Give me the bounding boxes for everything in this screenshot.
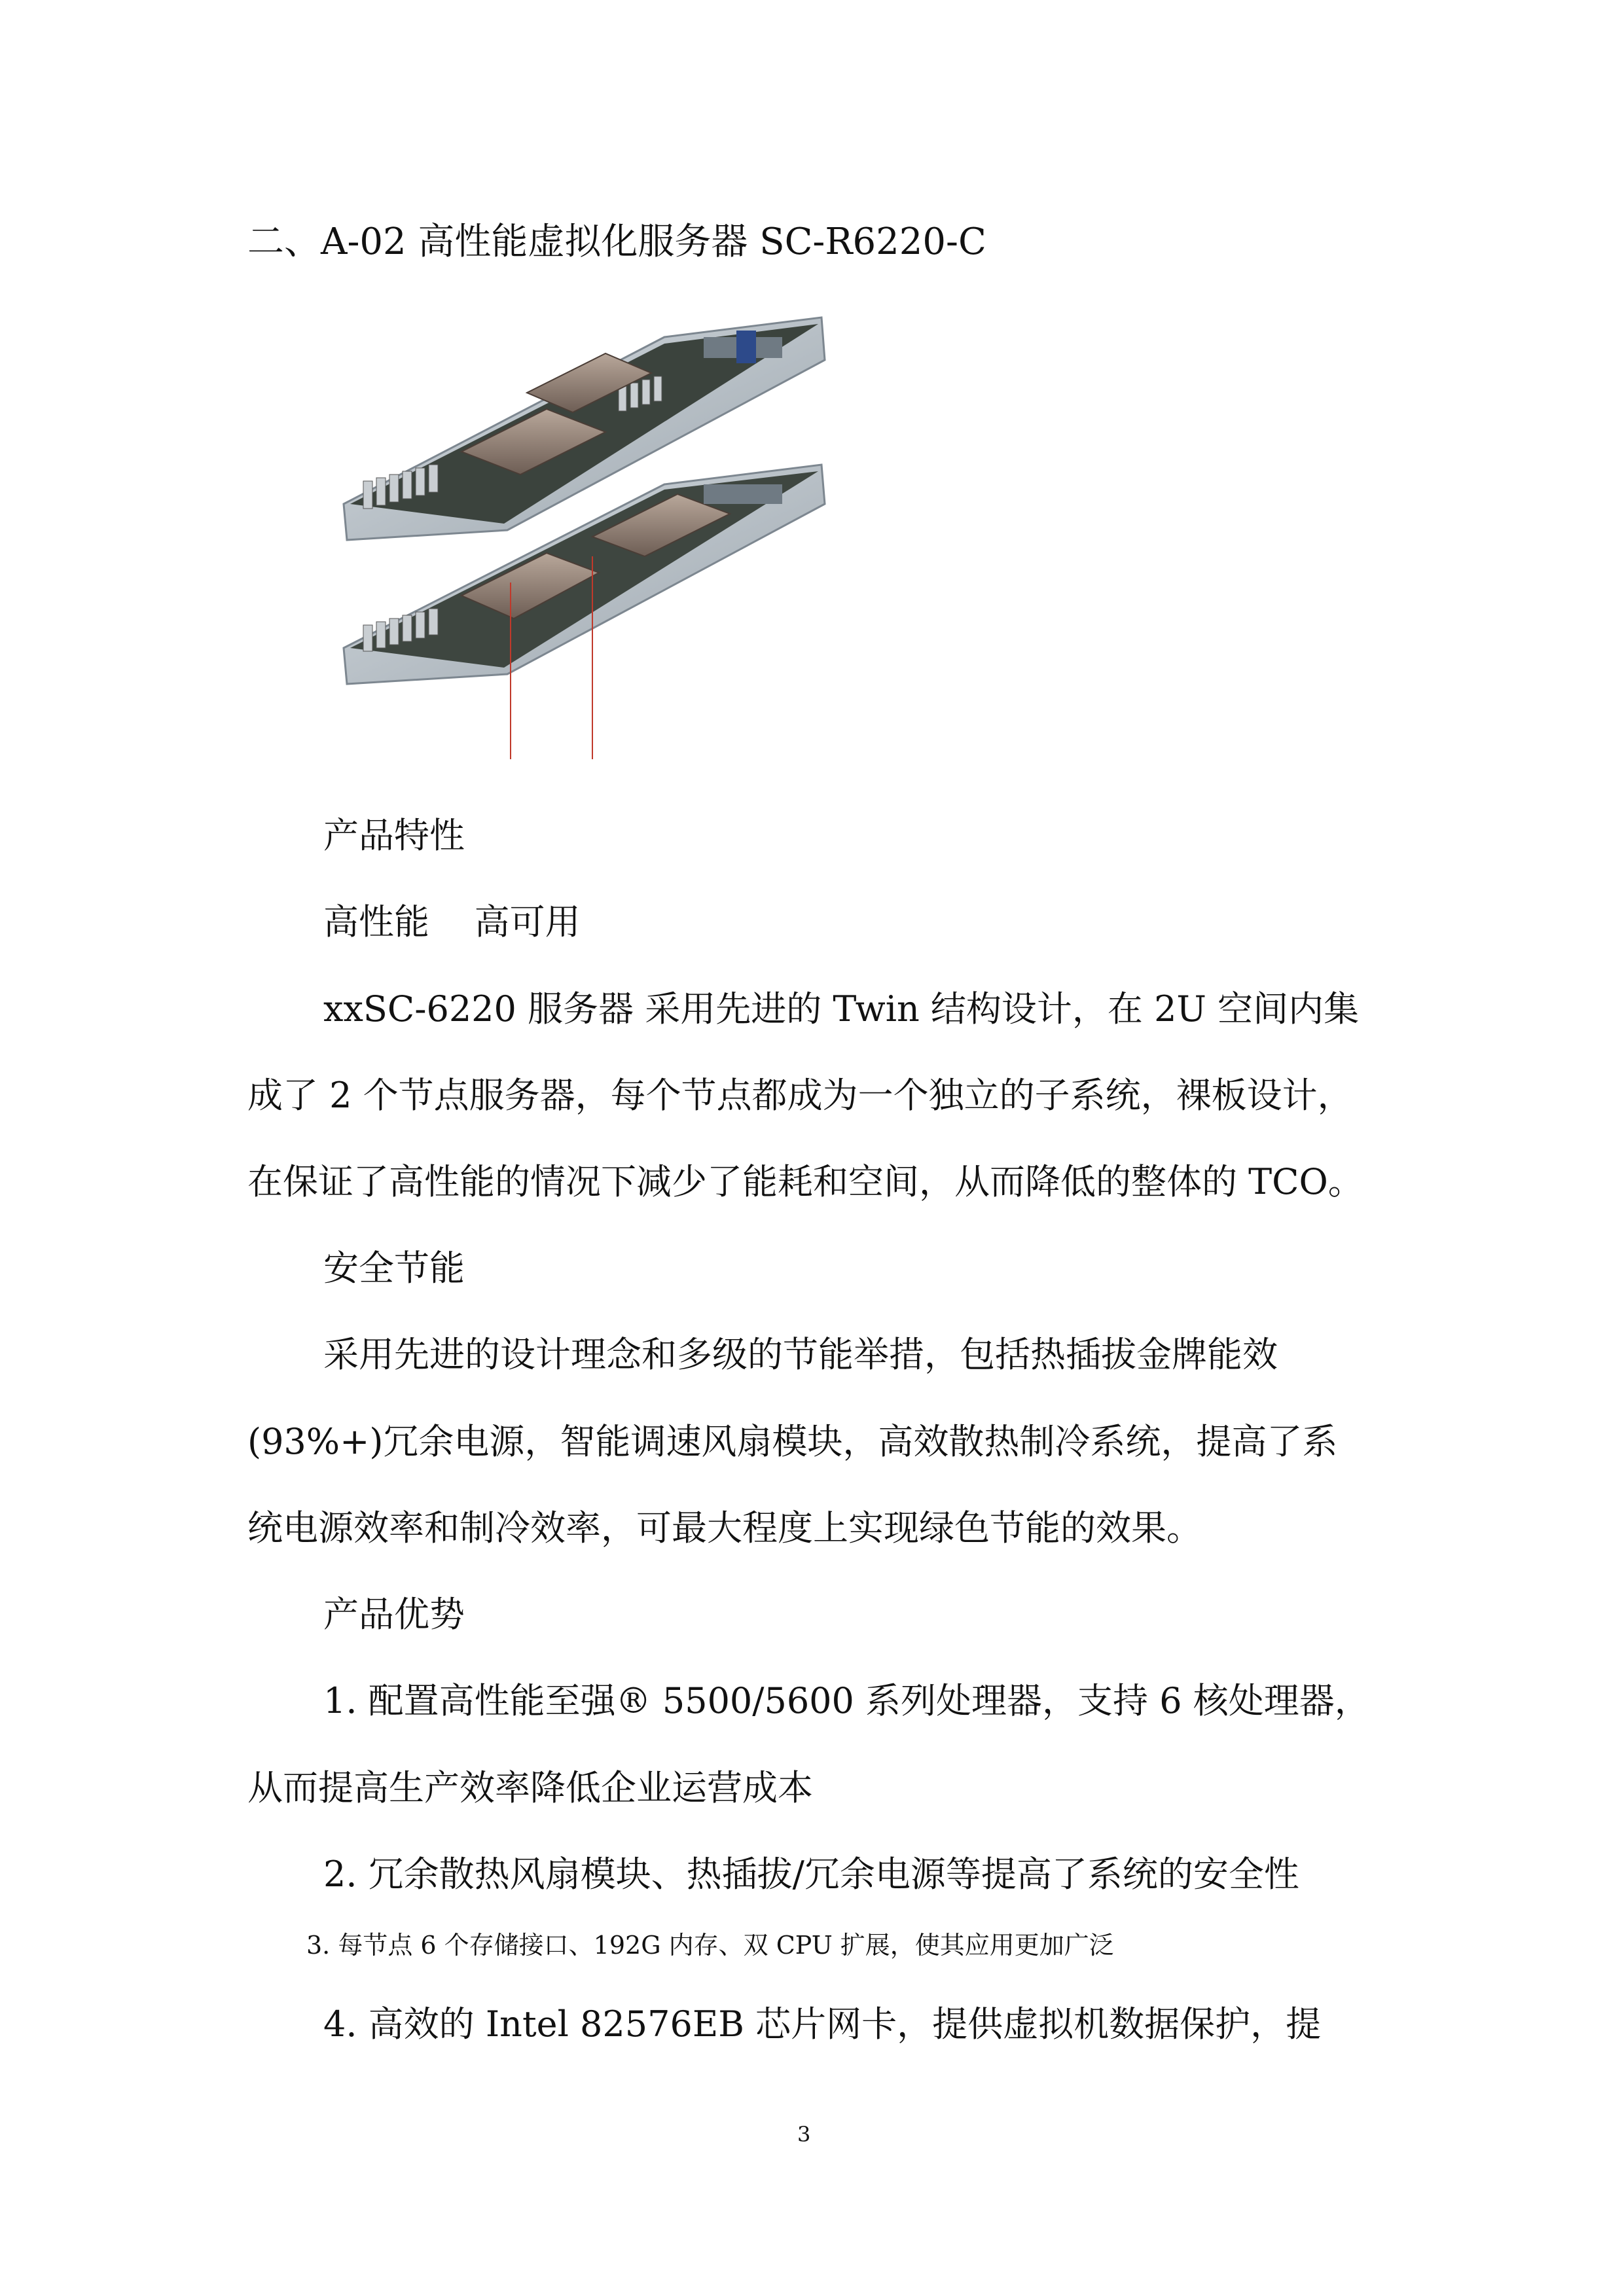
features-paragraph-1-line-1: xxSC-6220 服务器 采用先进的 Twin 结构设计，在 2U 空间内集 bbox=[323, 988, 1360, 1030]
advantage-item-1-line-2: 从而提高生产效率降低企业运营成本 bbox=[247, 1767, 813, 1808]
features-paragraph-1-line-3: 在保证了高性能的情况下减少了能耗和空间，从而降低的整体的 TCO。 bbox=[247, 1161, 1363, 1202]
features-paragraph-2-line-2: (93%+)冗余电源，智能调速风扇模块，高效散热制冷系统，提高了系 bbox=[247, 1421, 1338, 1462]
server-blade-image bbox=[337, 308, 828, 762]
features-title: 产品特性 bbox=[323, 815, 465, 856]
features-paragraph-1-line-2: 成了 2 个节点服务器，每个节点都成为一个独立的子系统，裸板设计， bbox=[247, 1075, 1353, 1116]
section-heading: 二、A-02 高性能虚拟化服务器 SC-R6220-C bbox=[247, 221, 986, 263]
features-paragraph-2-line-1: 采用先进的设计理念和多级的节能举措，包括热插拔金牌能效 bbox=[323, 1334, 1278, 1375]
page-number: 3 bbox=[797, 2122, 811, 2147]
advantage-item-2: 2. 冗余散热风扇模块、热插拔/冗余电源等提高了系统的安全性 bbox=[323, 1854, 1299, 1895]
features-paragraph-2-line-3: 统电源效率和制冷效率，可最大程度上实现绿色节能的效果。 bbox=[247, 1507, 1202, 1549]
advantage-item-1-line-1: 1. 配置高性能至强® 5500/5600 系列处理器，支持 6 核处理器， bbox=[323, 1680, 1370, 1721]
advantage-item-4: 4. 高效的 Intel 82576EB 芯片网卡，提供虚拟机数据保护，提 bbox=[323, 2003, 1322, 2045]
features-subtitle-performance: 高性能 高可用 bbox=[323, 901, 581, 942]
advantage-item-3: 3. 每节点 6 个存储接口、192G 内存、双 CPU 扩展，使其应用更加广泛 bbox=[306, 1931, 1114, 1960]
features-subtitle-energy: 安全节能 bbox=[323, 1247, 465, 1289]
advantages-title: 产品优势 bbox=[323, 1594, 465, 1635]
